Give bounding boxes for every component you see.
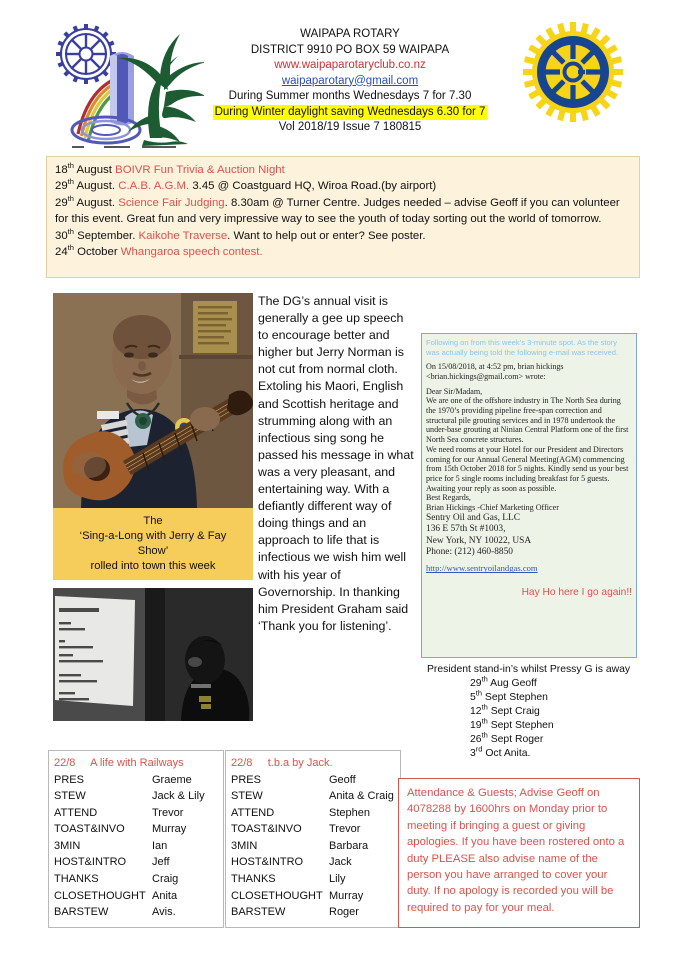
- roster-row: [231, 904, 395, 921]
- roster-role: HOST&INTRO: [231, 856, 304, 869]
- roster-role: 3MIN: [54, 839, 81, 852]
- photo-caption-box: [53, 508, 253, 580]
- standin-day: 19: [470, 720, 482, 731]
- winter-meeting-times: During Winter daylight saving Wednesdays 6.30 for 7: [213, 105, 488, 121]
- roster-member-name: Roger: [329, 906, 359, 919]
- announcement-day-suffix: th: [67, 161, 74, 171]
- roster-member-name: Barbara: [329, 839, 369, 852]
- roster-row: [54, 888, 218, 905]
- roster-member-name: Jack & Lily: [152, 790, 205, 803]
- email-sent-line: On 15/08/2018, at 4:52 pm, brian hickings <brian.hickings@gmail.com> wrote:: [426, 362, 564, 381]
- announcement-day: 24: [55, 246, 68, 259]
- announcement-text: Science Fair Judging: [118, 196, 225, 209]
- roster-member-name: Graeme: [152, 773, 192, 786]
- email-paragraph-3: Awaiting your reply as soon as possible.: [426, 483, 557, 493]
- roster-member-name: Craig: [152, 873, 179, 886]
- standin-day-suffix: th: [481, 730, 488, 740]
- announcement-text: Kaikohe Traverse: [138, 229, 228, 242]
- roster-role: 3MIN: [231, 839, 258, 852]
- standin-day: 12: [470, 706, 482, 717]
- announcement-day: 29: [55, 196, 68, 209]
- standins-list: [427, 674, 642, 761]
- roster-2-header: [231, 755, 395, 772]
- announcement-day-suffix: th: [67, 194, 74, 204]
- roster-1-rows: [54, 772, 218, 921]
- roster-row: [54, 838, 218, 855]
- roster-role: CLOSETHOUGHT: [231, 889, 323, 902]
- email-paragraph-1: We are one of the offshore industry in The North Sea during the 1970’s providing pipeline free-span correction and structural pile grouting services and in 1978 undertook the under-base grouting at Ninian Central Platform one of the first North Sea concrete structures.: [426, 396, 629, 445]
- roster-member-name: Geoff: [329, 773, 356, 786]
- announcement-text: August.: [73, 180, 119, 193]
- standin-name: Aug Geoff: [487, 678, 537, 689]
- roster-row: [54, 821, 218, 838]
- roster-row: [54, 788, 218, 805]
- standin-day: 3: [470, 748, 476, 759]
- roster-row: [54, 904, 218, 921]
- standin-name: Sept Roger: [487, 734, 544, 745]
- standin-item: [427, 688, 642, 705]
- roster-member-name: Murray: [152, 823, 187, 836]
- roster-row: [231, 888, 395, 905]
- district-line: DISTRICT 9910 PO BOX 59 WAIPAPA: [250, 43, 450, 56]
- roster-row: [54, 805, 218, 822]
- roster-member-name: Anita: [152, 889, 178, 902]
- district-governor-playing-guitar-photo: [53, 293, 253, 508]
- announcement-item: [55, 195, 631, 228]
- announcements-box: [46, 156, 640, 278]
- roster-member-name: Jeff: [152, 856, 170, 869]
- standin-day-suffix: th: [481, 674, 488, 684]
- roster-row: [54, 871, 218, 888]
- announcement-text: August: [73, 164, 116, 176]
- roster-row: [231, 854, 395, 871]
- standin-day-suffix: rd: [475, 744, 483, 754]
- standin-name: Sept Stephen: [482, 692, 548, 703]
- roster-member-name: Lily: [329, 873, 346, 886]
- announcement-day-suffix: th: [67, 226, 74, 236]
- roster-member-name: Stephen: [329, 806, 370, 819]
- caption-line-2: ‘Sing-a-Long with Jerry & Fay: [79, 530, 227, 542]
- email-regards: Best Regards,: [426, 493, 471, 503]
- attendance-notice-box: [398, 778, 640, 928]
- roster-1-topic: A life with Railways: [90, 757, 184, 769]
- volume-issue: Vol 2018/19 Issue 7 180815: [278, 121, 422, 133]
- roster-role: ATTEND: [231, 806, 275, 819]
- club-website[interactable]: www.waipaparotaryclub.co.nz: [274, 59, 426, 71]
- announcements-list: [55, 162, 631, 260]
- announcement-text: C.A.B. A.G.M.: [118, 180, 190, 193]
- announcement-item: [55, 178, 631, 194]
- announcement-text: . 8.30am @ Turner Centre. Judges needed – advise Geoff if you can volunteer for this event. Great fun and very impressive way to see the youth of today sorting out the world of tomorrow.: [55, 196, 620, 226]
- summer-meeting-times: During Summer months Wednesdays 7 for 7.30: [228, 90, 472, 102]
- roster-role: STEW: [231, 790, 263, 803]
- standin-item: [427, 716, 642, 733]
- roster-role: PRES: [231, 773, 261, 786]
- winter-meeting-times-wrap: [195, 105, 505, 121]
- roster-member-name: Anita & Craig: [329, 790, 394, 803]
- roster-role: BARSTEW: [231, 906, 286, 919]
- announcement-text: Whangaroa speech contest.: [120, 246, 263, 259]
- standin-day-suffix: th: [475, 688, 483, 698]
- announcement-item: [55, 162, 631, 178]
- roster-role: CLOSETHOUGHT: [54, 889, 146, 902]
- roster-role: STEW: [54, 790, 86, 803]
- roster-role: THANKS: [54, 873, 99, 886]
- standin-day-suffix: th: [481, 716, 488, 726]
- roster-row: [231, 772, 395, 789]
- announcement-text: BOIVR Fun Trivia & Auction Night: [115, 164, 285, 176]
- club-email-wrap[interactable]: [195, 74, 505, 90]
- song-lyrics-projection-photo: [53, 588, 253, 721]
- standin-item: [427, 744, 642, 761]
- standin-day: 29: [470, 678, 482, 689]
- attendance-notice-text: Attendance & Guests; Advise Geoff on 4078288 by 1600hrs on Monday prior to meeting if bringing a guest or giving apologies. If you have been rostered onto a duty PLEASE also advise name of the person you have arranged to cover your duty. If no apology is recorded you will be required to pay for your meal.: [407, 787, 625, 914]
- standin-item: [427, 730, 642, 747]
- hay-ho-remark: Hay Ho here I go again!!: [521, 587, 632, 599]
- roster-role: THANKS: [231, 873, 276, 886]
- email-address-line-2: New York, NY 10022, USA: [426, 535, 532, 546]
- announcement-item: [55, 228, 631, 244]
- roster-row: [231, 821, 395, 838]
- email-phone: Phone: (212) 460-8850: [426, 546, 513, 557]
- roster-row: [231, 871, 395, 888]
- announcement-item: [55, 244, 631, 260]
- roster-member-name: Ian: [152, 839, 168, 852]
- email-company: Sentry Oil and Gas, LLC: [426, 512, 520, 523]
- email-intro-note: Following on from this week’s 3-minute spot. As the story was actually being told the following e-mail was received.: [426, 338, 619, 357]
- rotary-international-logo: [523, 22, 623, 122]
- standin-day-suffix: th: [481, 702, 488, 712]
- roster-role: TOAST&INVO: [231, 823, 302, 836]
- announcement-text: September.: [73, 229, 139, 242]
- standin-day: 5: [470, 692, 476, 703]
- club-name: WAIPAPA ROTARY: [300, 28, 400, 40]
- roster-role: ATTEND: [54, 806, 98, 819]
- duty-roster-table-2: [225, 750, 401, 928]
- announcement-day: 29: [55, 180, 68, 193]
- standins-title: President stand-in’s whilst Pressy G is away: [427, 664, 631, 675]
- roster-row: [231, 838, 395, 855]
- roster-2-date: 22/8: [231, 757, 253, 769]
- standin-name: Sept Stephen: [487, 720, 554, 731]
- roster-member-name: Avis.: [152, 906, 176, 919]
- duty-roster-table-1: [48, 750, 224, 928]
- email-paragraph-2: We need rooms at your Hotel for our President and Directors coming for our Annual General Meeting(AGM) commencing from 15th October 2018 for 5 nights. Kindly send us your best price for 5 single rooms including breakfast for 5 guests.: [426, 444, 629, 483]
- club-email[interactable]: waipaparotary@gmail.com: [281, 74, 419, 87]
- roster-member-name: Trevor: [152, 806, 184, 819]
- announcement-day-suffix: th: [67, 177, 74, 187]
- roster-role: BARSTEW: [54, 906, 109, 919]
- email-address-line-1: 136 E 57th St #1003,: [426, 524, 506, 535]
- email-signer: Brian Hickings -Chief Marketing Officer: [426, 503, 559, 513]
- header-text-block: [195, 27, 505, 136]
- roster-member-name: Jack: [329, 856, 352, 869]
- roster-row: [231, 788, 395, 805]
- standin-day: 26: [470, 734, 482, 745]
- standin-item: [427, 702, 642, 719]
- email-url-wrap[interactable]: [426, 558, 632, 576]
- announcement-day: 18: [55, 164, 68, 176]
- announcement-day: 30: [55, 229, 68, 242]
- roster-member-name: Trevor: [329, 823, 361, 836]
- caption-line-1: The: [143, 515, 163, 527]
- announcement-text: October: [73, 246, 121, 259]
- roster-role: HOST&INTRO: [54, 856, 127, 869]
- caption-line-3: Show’: [137, 545, 169, 557]
- roster-row: [54, 772, 218, 789]
- roster-1-date: 22/8: [54, 757, 76, 769]
- roster-role: TOAST&INVO: [54, 823, 125, 836]
- standin-name: Sept Craig: [487, 706, 540, 717]
- roster-2-rows: [231, 772, 395, 921]
- roster-row: [231, 805, 395, 822]
- email-salutation: Dear Sir/Madam,: [426, 386, 483, 396]
- caption-line-4: rolled into town this week: [90, 560, 216, 572]
- roster-row: [54, 854, 218, 871]
- waipapa-rotary-club-logo: [44, 18, 204, 158]
- received-email-box: [421, 333, 637, 658]
- email-url[interactable]: http://www.sentryoilandgas.com: [426, 563, 538, 574]
- article-body: The DG’s annual visit is generally a gee up speech to encourage better and higher but Jerry Norman is not cut from normal cloth. Extoling his Maori, English and Scottish heritage and strumming along with an infectious sing song he passed his message in what was a very pleasant, and entertaining way. With a defiantly different way of doing things and an approach to life that is infectious we wish him well with his year of Governorship. In thanking him President Graham said ‘Thank you for listening’.: [258, 294, 414, 633]
- roster-member-name: Murray: [329, 889, 364, 902]
- standin-name: Oct Anita.: [482, 748, 531, 759]
- announcement-day-suffix: th: [67, 243, 74, 253]
- standin-item: [427, 674, 642, 691]
- announcement-text: . Want to help out or enter? See poster.: [227, 229, 426, 242]
- roster-role: PRES: [54, 773, 84, 786]
- president-standins-block: [427, 663, 642, 761]
- roster-1-header: [54, 755, 218, 772]
- newsletter-header: [0, 0, 685, 150]
- announcement-text: 3.45 @ Coastguard HQ, Wiroa Road.(by airport): [189, 180, 437, 193]
- announcement-text: August.: [73, 196, 119, 209]
- roster-2-topic: t.b.a by Jack.: [267, 757, 333, 769]
